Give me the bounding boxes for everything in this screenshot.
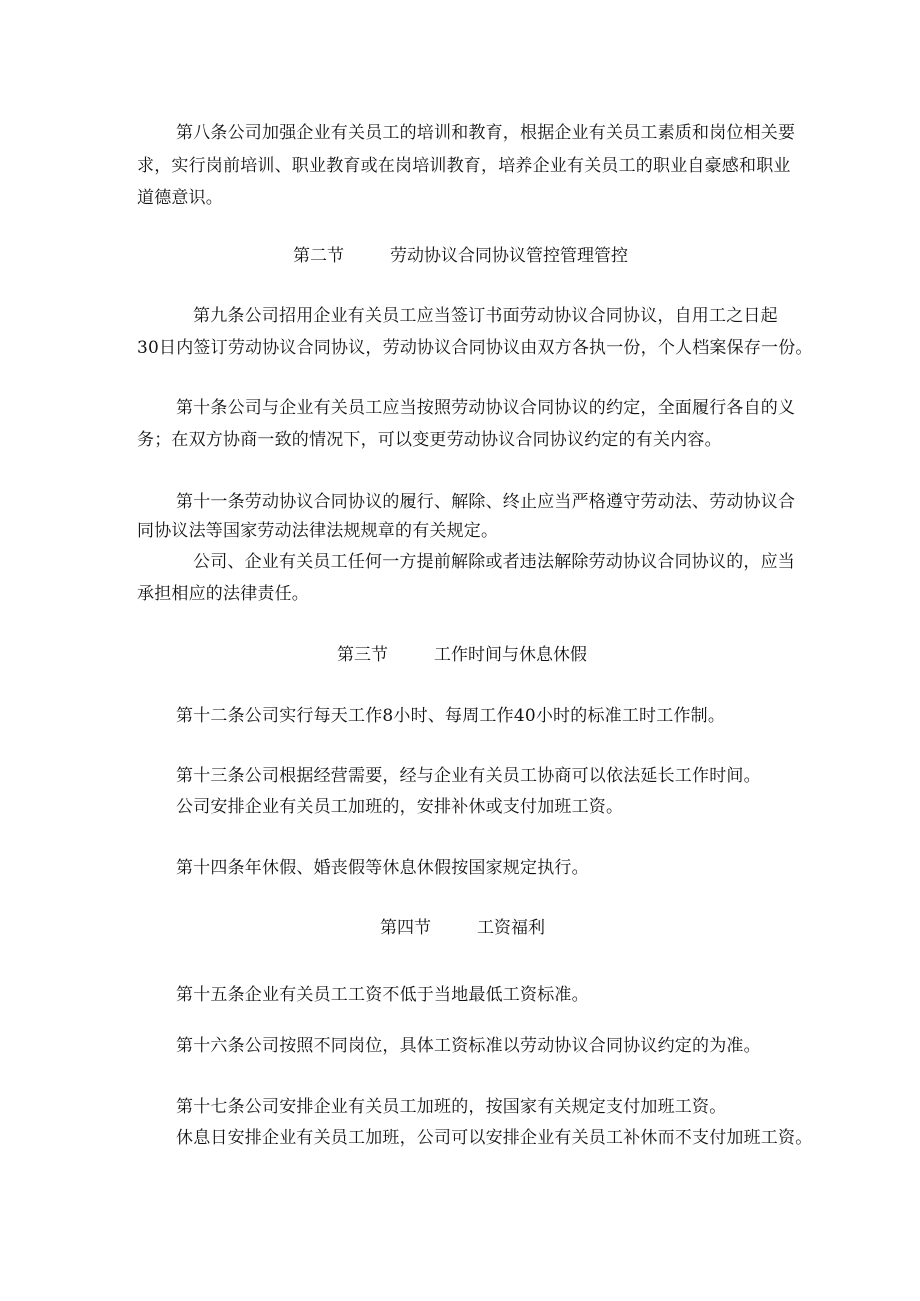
article-17-line-1: 第十七条公司安排企业有关员工加班的，按国家有关规定支付加班工资。 bbox=[176, 1097, 727, 1117]
article-11-line-3: 公司、企业有关员工任何一方提前解除或者违法解除劳动协议合同协议的，应当 bbox=[193, 552, 795, 572]
article-11-line-1: 第十一条劳动协议合同协议的履行、解除、终止应当严格遵守劳动法、劳动协议合 bbox=[176, 492, 796, 512]
article-8-line-3: 道德意识。 bbox=[137, 188, 223, 208]
article-10-line-1: 第十条公司与企业有关员工应当按照劳动协议合同协议的约定，全面履行各自的义 bbox=[176, 398, 796, 418]
article-9-line-1: 第九条公司招用企业有关员工应当签订书面劳动协议合同协议，自用工之日起 bbox=[193, 306, 778, 326]
section-3-number: 第三节 bbox=[337, 645, 388, 665]
article-15-line-1: 第十五条企业有关员工工资不低于当地最低工资标准。 bbox=[176, 985, 589, 1005]
article-8-line-1: 第八条公司加强企业有关员工的培训和教育，根据企业有关员工素质和岗位相关要 bbox=[176, 123, 796, 143]
section-4-title: 工资福利 bbox=[477, 918, 545, 938]
section-2-number: 第二节 bbox=[293, 246, 344, 266]
article-13-line-2: 公司安排企业有关员工加班的，安排补休或支付加班工资。 bbox=[176, 797, 624, 817]
section-heading-2 bbox=[293, 244, 628, 268]
section-3-title: 工作时间与休息休假 bbox=[434, 645, 587, 665]
article-14-line-1: 第十四条年休假、婚丧假等休息休假按国家规定执行。 bbox=[176, 858, 589, 878]
section-heading-4 bbox=[380, 916, 545, 940]
section-heading-3 bbox=[337, 643, 587, 667]
section-2-title: 劳动协议合同协议管控管理管控 bbox=[390, 246, 628, 266]
article-13-line-1: 第十三条公司根据经营需要，经与企业有关员工协商可以依法延长工作时间。 bbox=[176, 766, 761, 786]
article-17-line-2: 休息日安排企业有关员工加班，公司可以安排企业有关员工补休而不支付加班工资。 bbox=[176, 1128, 813, 1148]
article-11-line-4: 承担相应的法律责任。 bbox=[137, 584, 309, 604]
section-4-number: 第四节 bbox=[380, 918, 431, 938]
article-10-line-2: 务；在双方协商一致的情况下，可以变更劳动协议合同协议约定的有关内容。 bbox=[137, 430, 722, 450]
article-11-line-2: 同协议法等国家劳动法律法规规章的有关规定。 bbox=[137, 521, 499, 541]
article-16-line-1: 第十六条公司按照不同岗位，具体工资标准以劳动协议合同协议约定的为准。 bbox=[176, 1036, 761, 1056]
article-8-line-2: 求，实行岗前培训、职业教育或在岗培训教育，培养企业有关员工的职业自豪感和职业 bbox=[137, 156, 791, 176]
article-9-line-2: 30日内签订劳动协议合同协议，劳动协议合同协议由双方各执一份，个人档案保存一份。 bbox=[137, 338, 813, 358]
article-12-line-1: 第十二条公司实行每天工作8小时、每周工作40小时的标准工时工作制。 bbox=[176, 706, 726, 726]
